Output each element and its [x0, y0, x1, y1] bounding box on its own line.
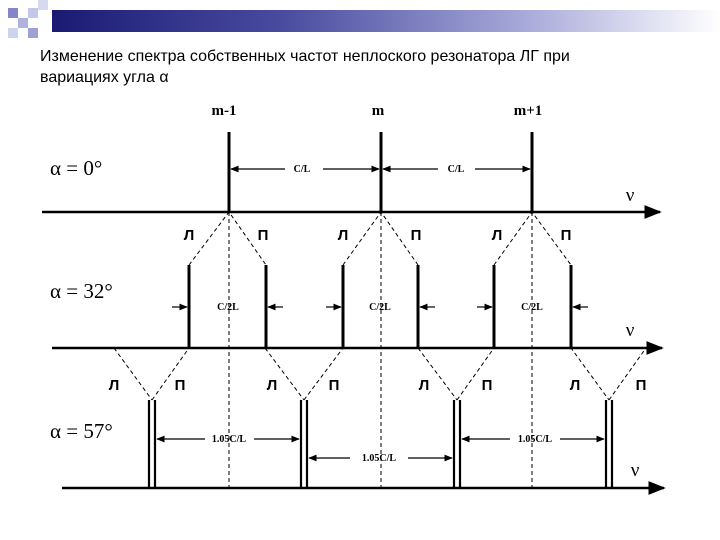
frequency-axes: [42, 212, 664, 488]
alpha-labels: [50, 156, 113, 443]
dashed-guides: [114, 212, 646, 488]
alpha-label: α = 0°: [50, 156, 103, 180]
alpha-label: α = 57°: [50, 419, 113, 443]
pol-label: П: [481, 377, 493, 394]
spacing-label: C/2L: [369, 302, 391, 313]
nu-label: ν: [625, 320, 635, 341]
alpha-label: α = 32°: [50, 279, 113, 303]
pol-label: П: [328, 377, 340, 394]
mode-label: m+1: [513, 103, 543, 119]
pol-label: Л: [491, 227, 503, 244]
spacing-label: 1.05C/L: [211, 434, 247, 445]
slide-title-line-2: вариациях угла α: [40, 69, 169, 86]
pol-label: П: [635, 377, 647, 394]
spacing-label: C/L: [293, 164, 311, 175]
spacing-label: C/2L: [217, 302, 239, 313]
pol-label: Л: [266, 377, 278, 394]
guide-split: [189, 212, 266, 265]
spacing-label: 1.05C/L: [517, 434, 553, 445]
pol-label: Л: [569, 377, 581, 394]
pol-label: Л: [108, 377, 120, 394]
pol-label: Л: [337, 227, 349, 244]
pol-label: П: [410, 227, 422, 244]
mode-label: m-1: [211, 103, 237, 119]
pol-label: Л: [418, 377, 430, 394]
nu-label: ν: [625, 185, 635, 206]
pol-label: П: [174, 377, 186, 394]
mode-labels: [212, 103, 543, 119]
spacing-label: C/2L: [521, 302, 543, 313]
mode-label: m: [371, 103, 385, 119]
pol-label: Л: [183, 227, 195, 244]
spacing-label: C/L: [447, 164, 465, 175]
slide-title-line-1: Изменение спектра собственных частот неплоского резонатора ЛГ при: [40, 48, 570, 65]
nu-label: ν: [630, 460, 640, 481]
pol-label: П: [560, 227, 572, 244]
spacing-label: 1.05C/L: [361, 453, 397, 464]
pol-label: П: [257, 227, 269, 244]
row1-modes: [229, 132, 532, 212]
guide-split: [457, 348, 609, 400]
nu-labels: [626, 185, 640, 481]
guide-split: [114, 348, 152, 400]
